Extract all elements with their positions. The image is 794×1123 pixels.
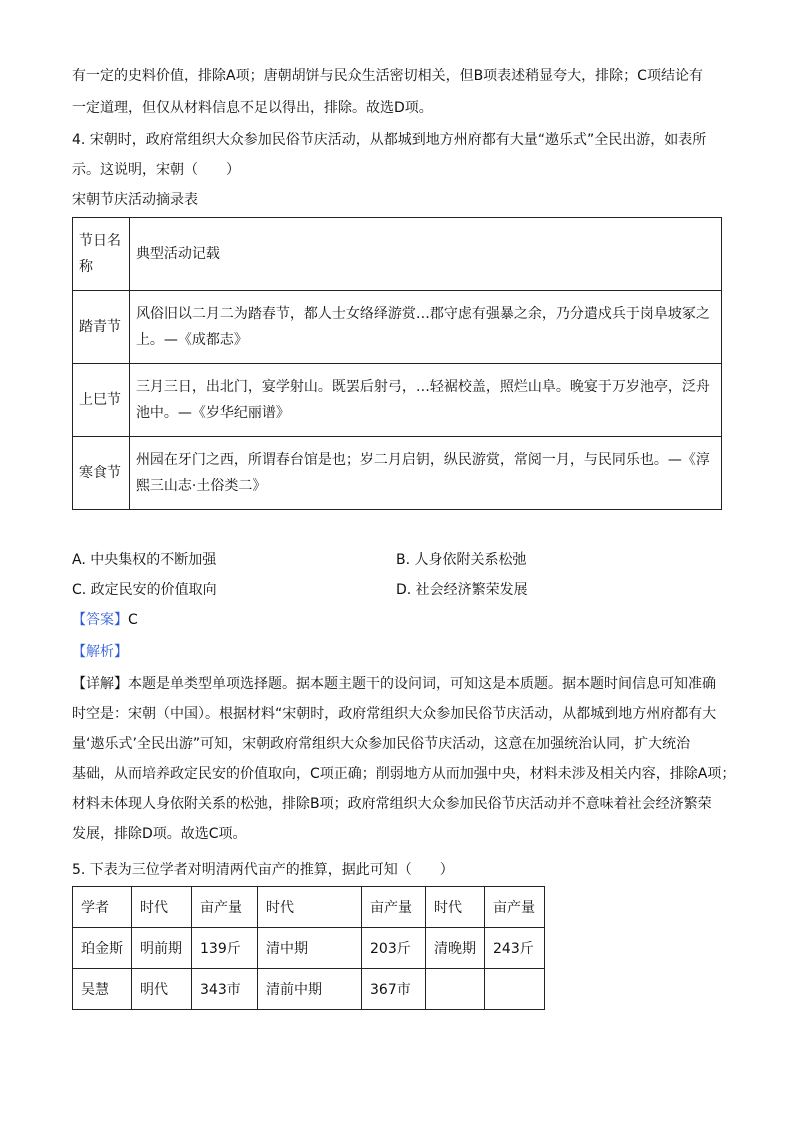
detail-line-3: 量‘遨乐式’全民出游”可知，宋朝政府常组织大众参加民俗节庆活动，这意在加强统治认同，扩大统治 — [72, 736, 691, 752]
table-cell: 清晚期 — [426, 928, 485, 969]
festival-record: 风俗旧以二月二为踏春节，都人士女络绎游赏…郡守虑有强暴之余，乃分遣戍兵于岗阜坡冢之上。—《成都志》 — [129, 291, 721, 364]
detail-line-4: 基础，从而培养政定民安的价值取向，C项正确；削弱地方从而加强中央，材料未涉及相关内容，排除A项； — [72, 766, 736, 782]
option-b: B. 人身依附关系松弛 — [396, 552, 527, 568]
intro-line-2: 一定道理，但仅从材料信息不足以得出，排除。故选D项。 — [72, 100, 433, 116]
table-cell: 343市 — [192, 969, 258, 1010]
table-cell: 203斤 — [362, 928, 426, 969]
detail-line-5: 材料未体现人身依附关系的松弛，排除B项；政府常组织大众参加民俗节庆活动并不意味着社会经济繁荣 — [72, 796, 712, 812]
festival-name: 上巳节 — [73, 364, 130, 437]
table-cell: 清中期 — [258, 928, 362, 969]
answer-value: C — [128, 612, 138, 628]
festival-table — [72, 217, 722, 510]
table-cell: 243斤 — [485, 928, 545, 969]
header-cell: 亩产量 — [362, 887, 426, 928]
table-cell — [485, 969, 545, 1010]
festival-record: 三月三日，出北门，宴学射山。既罢后射弓，…轻裾校盖，照烂山阜。晚宴于万岁池亭，泛舟池中。—《岁华纪丽谱》 — [129, 364, 721, 437]
header-cell: 时代 — [132, 887, 192, 928]
option-a: A. 中央集权的不断加强 — [72, 552, 217, 568]
header-activity-record: 典型活动记载 — [129, 218, 721, 291]
table-cell: 139斤 — [192, 928, 258, 969]
festival-table-header-row — [73, 218, 722, 291]
table-cell: 吴慧 — [73, 969, 132, 1010]
header-cell: 时代 — [258, 887, 362, 928]
analysis-label-text: 【解析】 — [72, 644, 128, 660]
header-cell: 学者 — [73, 887, 132, 928]
header-festival-name: 节日名称 — [73, 218, 130, 291]
yield-table — [72, 886, 545, 1010]
header-cell: 亩产量 — [485, 887, 545, 928]
answer-label: 【答案】 — [72, 612, 128, 628]
table-cell — [426, 969, 485, 1010]
detail-line-6: 发展，排除D项。故选C项。 — [72, 826, 247, 842]
question-4-table-title: 宋朝节庆活动摘录表 — [72, 192, 198, 208]
table-row — [73, 291, 722, 364]
table-row — [73, 928, 545, 969]
question-5-stem: 5. 下表为三位学者对明清两代亩产的推算，据此可知（ ） — [72, 862, 454, 878]
festival-name: 踏青节 — [73, 291, 130, 364]
table-row — [73, 364, 722, 437]
detail-line-2: 时空是：宋朝（中国）。根据材料“宋朝时，政府常组织大众参加民俗节庆活动，从都城到地方州府都有大 — [72, 706, 717, 722]
header-cell: 亩产量 — [192, 887, 258, 928]
header-cell: 时代 — [426, 887, 485, 928]
table-row — [73, 969, 545, 1010]
answer-line — [72, 606, 724, 634]
festival-name: 寒食节 — [73, 437, 130, 510]
festival-record: 州园在牙门之西，所谓春台馆是也；岁二月启钥，纵民游赏，常阅一月，与民同乐也。—《淳熙三山志·土俗类二》 — [129, 437, 721, 510]
option-c: C. 政定民安的价值取向 — [72, 582, 217, 598]
table-cell: 清前中期 — [258, 969, 362, 1010]
intro-line-1: 有一定的史料价值，排除A项；唐朝胡饼与民众生活密切相关，但B项表述稍显夸大，排除；C项结论有 — [72, 68, 703, 84]
question-4-stem-line-2: 示。这说明，宋朝（ ） — [72, 162, 240, 178]
detail-line-1: 【详解】本题是单类型单项选择题。据本题主题干的设问词，可知这是本质题。据本题时间信息可知准确 — [72, 676, 716, 692]
table-cell: 明前期 — [132, 928, 192, 969]
question-4-stem-line-1: 4. 宋朝时，政府常组织大众参加民俗节庆活动，从都城到地方州府都有大量“遨乐式”全民出游，如表所 — [72, 132, 707, 148]
option-d: D. 社会经济繁荣发展 — [396, 582, 528, 598]
table-row — [73, 437, 722, 510]
yield-table-header-row — [73, 887, 545, 928]
table-cell: 明代 — [132, 969, 192, 1010]
table-cell: 珀金斯 — [73, 928, 132, 969]
analysis-label — [72, 638, 724, 666]
table-cell: 367市 — [362, 969, 426, 1010]
